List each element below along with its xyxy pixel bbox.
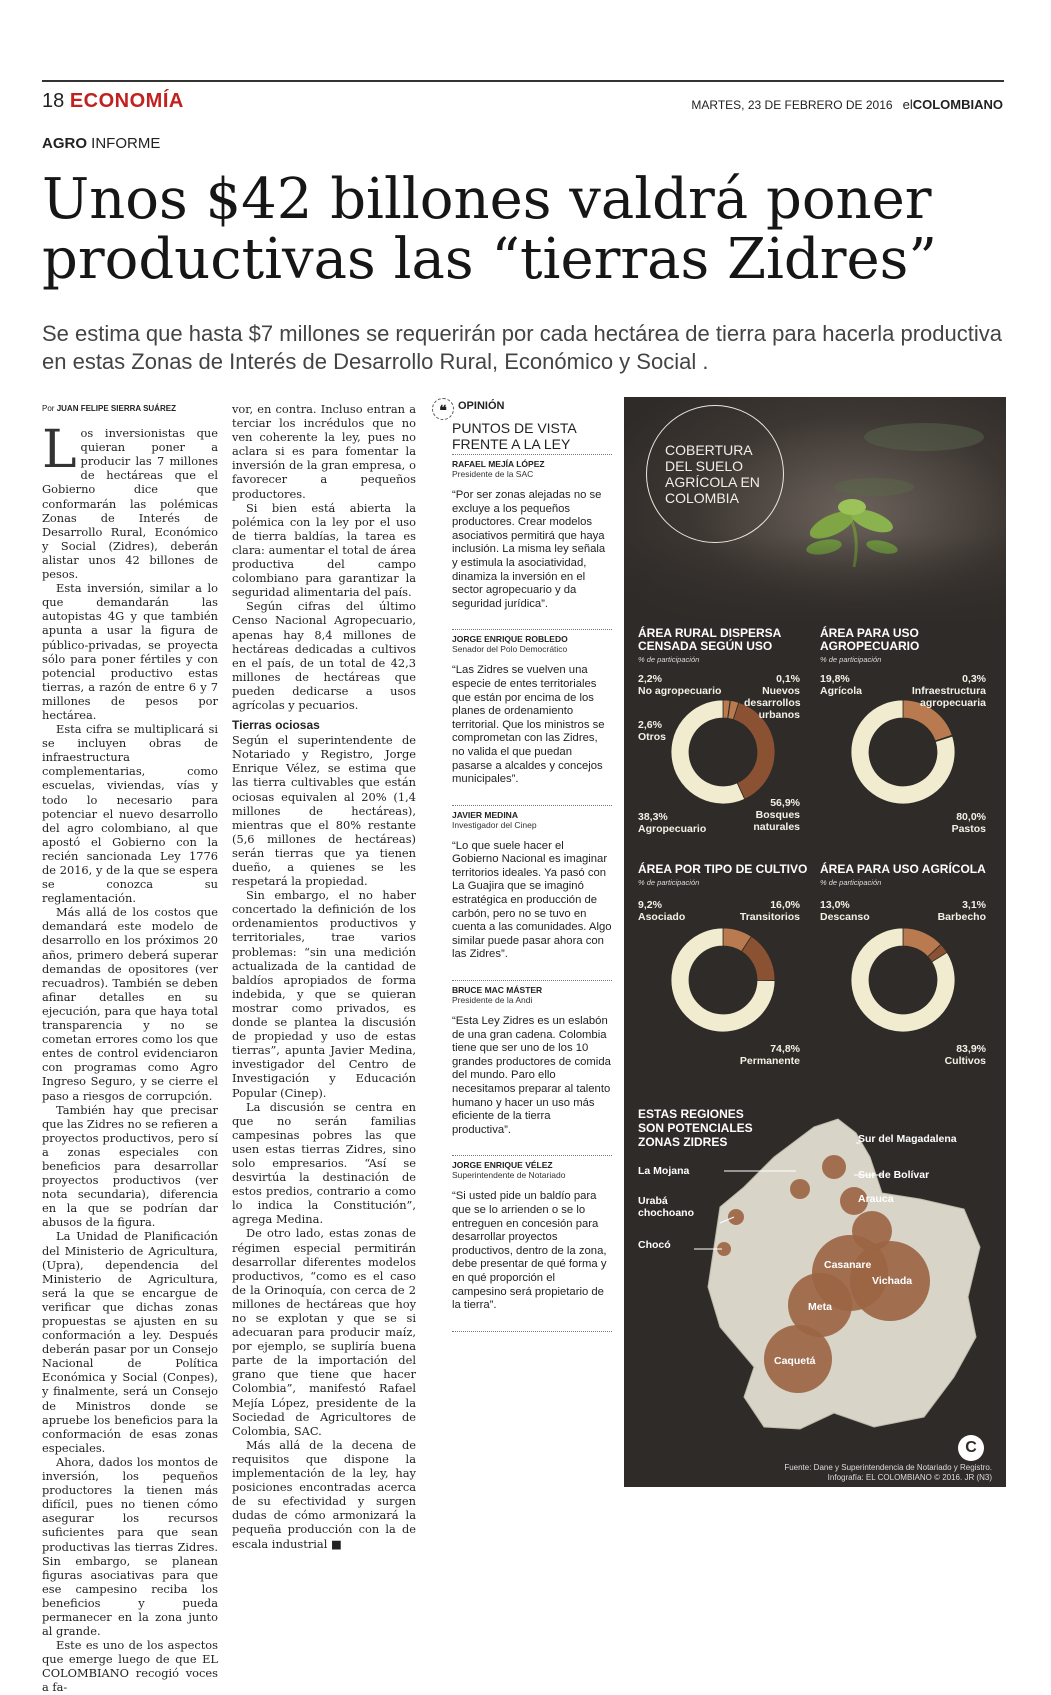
opinion-author: JAVIER MEDINA [452,809,518,820]
article-paragraph: Esta inversión, similar a lo que demandarán las autopistas 4G y que también apunta a usar la figura de público-privadas, se proyecta sólo para poner fértiles y con potencial productivo estas tierras, a razón de entre 6 y 7 millones de pesos por hectárea. [42,581,218,722]
subheadline: Se estima que hasta $7 millones se requerirán por cada hectárea de tierra para hacerla productiva en estas Zonas de Interés de Desarrollo Rural, Económico y Social . [42,321,1002,374]
byline: Por JUAN FELIPE SIERRA SUÁREZ [42,404,176,413]
chart-1-label-no-agropecuario: 2,2% No agropecuario [638,673,722,697]
article-paragraph: Sin embargo, el no haber concertado la definición de los ordenamientos productivos y territoriales, trae varios problemas: “sin una medición actualizada de la cantidad de baldíos apropiados de forma indebida, y que se quieran mostrar como privados, es donde se plantea la discusión de propiedad y uso de estas tierras”, apunta Javier Medina, investigador del Centro de Investigación y Educación Popular (Cinep). [232,888,416,1100]
opinion-quote: “Las Zidres se vuelven una especie de entes territoriales que están por encima de los planes de ordenamiento territorial. Que los ministros se comprometan con las Zidres, no valida el que puedan pasarse a alcaldes y concejos municipales”. [452,664,612,805]
region-choco: Chocó [638,1239,671,1251]
chart-4-label-cultivos: 83,9% Cultivos [944,1043,986,1067]
chart-2-label-pastos: 80,0% Pastos [951,811,986,835]
page-number: 18 [42,90,65,112]
donut-chart-2 [848,697,958,807]
article-paragraph: Más allá de los costos que demandará este modelo de desarrollo en los próximos 20 años, primero deberá superar demandas de opositores (ver recuadros). También se deben afinar detalles en su ejecución, para que haya total transparencia y no se cometan errores como los que entes de control evidenciaron con programas como Agro Ingreso Seguro, y se cierre el paso a riesgos de corrupción. [42,905,218,1103]
region-sur-bolivar: Sur de Bolívar [858,1169,930,1181]
chart-3-label-transitorios: 16,0% Transitorios [739,899,800,923]
opinion-item [452,985,612,1156]
column-1-body [42,420,218,1695]
opinion-quote: “Por ser zonas alejadas no se excluye a los pequeños productores. Crear modelos asociativos permitirá que haya inclusión. La misma ley señala y estimula la asociatividad, dinamiza la inversión en el sector agropecuario y da seguridad jurídica”. [452,489,612,630]
quote-icon: ❝ [432,398,454,420]
opinion-author: BRUCE MAC MÁSTER [452,985,543,996]
regions-title: ESTAS REGIONES SON POTENCIALES ZONAS ZIDRES [638,1107,753,1149]
article-paragraph: vor, en contra. Incluso entran a terciar los incrédulos que no ven coherente la ley, pues no aclara si es para fomentar la inversión de la gran empresa, o favorecer a pequeños productores. [232,402,416,501]
chart-3-title: ÁREA POR TIPO DE CULTIVO [638,862,808,876]
chart-3-label-asociado: 9,2% Asociado [638,899,686,923]
opinion-sidebar [432,400,612,1332]
opinion-item [452,810,612,981]
opinion-author: JORGE ENRIQUE VÉLEZ [452,1160,553,1171]
chart-1-title: ÁREA RURAL DISPERSA CENSADA SEGÚN USO [638,626,781,653]
chart-4-label-descanso: 13,0% Descanso [820,899,870,923]
article-paragraph: Este es uno de los aspectos que emerge luego de que EL COLOMBIANO recogió voces a fa- [42,1638,218,1695]
kicker [42,135,160,152]
region-sur-magdalena: Sur del Magadalena [858,1133,957,1145]
opinion-quote: “Esta Ley Zidres es un eslabón de una gran cadena. Colombia tiene que ser uno de los 10 grandes productores de comida del mundo. Paro ello necesitamos preparar al talento humano y hacer un uso más eficiente de la tierra productiva”. [452,1015,612,1156]
opinion-item [452,634,612,805]
cover-title-circle [646,405,784,543]
region-caqueta: Caquetá [774,1355,816,1367]
region-uraba: Urabá chochoano [638,1195,695,1219]
chart-2-label-infraestructura: 0,3% Infraestructura agropecuaria [911,673,986,709]
chart-1-label-bosques: 56,9% Bosques naturales [753,797,800,833]
section-name[interactable]: ECONOMÍA [69,90,184,112]
article-paragraph: Según el superintendente de Notariado y Registro, Jorge Enrique Vélez, se estima que las tierra cultivables que están ociosas equivalen al 20% (1,4 millones de hectáreas), mientras que el 80% restante (5,6 millones de hectáreas) serán tierras que ya tienen dueño, a quienes se les respetará la propiedad. [232,733,416,889]
column-2-body-b [232,733,416,1550]
cover-title: COBERTURA DEL SUELO AGRÍCOLA EN COLOMBIA [665,442,760,506]
article-paragraph: Ahora, dados los montos de inversión, los pequeños productores la tienen más difícil, pues no tienen cómo asegurar los recursos suficientes para que sean productivas las tierras Zidres. Sin embargo, se planean figuras asociativas para que ese campesino reciba los beneficios y pueda permanecer en la zona junto al grande. [42,1454,218,1639]
article-paragraph: La Unidad de Planificación del Ministerio de Agricultura, (Upra), dependencia del Ministerio de Agricultura, será la que se encargue de verificar que dichas zonas propuestas se ajusten en su conformación a ley. Después deberán pasar por un Consejo Nacional de Política Económica y Social (Conpes), y finalmente, será un Consejo de Ministros donde se apruebe los beneficios para la conformación de esas zonas especiales. [42,1229,218,1455]
region-casanare: Casanare [824,1259,872,1271]
region-arauca: Arauca [858,1193,894,1205]
opinion-author: RAFAEL MEJÍA LÓPEZ [452,459,545,469]
brand-logo: elCOLOMBIANO [902,97,1003,112]
opinion-title: PUNTOS DE VISTA FRENTE A LA LEY [452,420,612,455]
dateline [691,97,1003,112]
chart-2-subtitle: % de participación [820,655,882,664]
issue-date: MARTES, 23 DE FEBRERO DE 2016 [691,98,893,112]
author-name: JUAN FELIPE SIERRA SUÁREZ [56,404,176,413]
region-la-mojana: La Mojana [638,1165,690,1177]
article-paragraph: Esta cifra se multiplicará si se incluyen obras de infraestructura complementarias, como escuelas, viviendas, vías y todo lo necesario para potenciar el nuevo desarrollo del agro colombiano, al que apostó el Gobierno con la recién sancionada Ley 1776 de 2016, y de la que se espera se conozca su reglamentación. [42,722,218,906]
opinion-role: Presidente de la Andi [452,995,533,1006]
kicker-bold: AGRO [42,135,87,152]
chart-3-subtitle: % de participación [638,878,700,887]
chart-4-subtitle: % de participación [820,878,882,887]
region-meta: Meta [808,1301,832,1313]
article-column-1 [42,402,218,1695]
chart-3-label-permanente: 74,8% Permanente [739,1043,800,1067]
chart-2-title: ÁREA PARA USO AGROPECUARIO [820,626,920,653]
chart-4-label-barbecho: 3,1% Barbecho [937,899,986,923]
opinion-role: Investigador del Cinep [452,819,537,830]
article-paragraph: Más allá de la decena de requisitos que dispone la implementación de la ley, hay posiciones encontradas acerca de su efectividad y surgen dudas de cómo armonizará la pequeña producción con la de escala industrial ■ [232,1437,416,1551]
article-subtitle: Tierras ociosas [232,718,320,733]
section-header [42,90,184,113]
chart-1-label-agropecuario: 38,3% Agropecuario [638,811,707,835]
region-vichada: Vichada [872,1275,913,1287]
publication-logo-icon: C [958,1435,984,1461]
dropcap: L [42,420,77,481]
donut-chart-4 [848,925,958,1035]
chart-1-label-nuevos: 0,1% Nuevos desarrollos urbanos [744,673,801,721]
top-rule [42,80,1004,82]
opinion-list [432,459,612,1332]
opinion-role: Presidente de la SAC [452,469,534,479]
opinion-item [452,459,612,630]
article-paragraph: os inversionistas que quieran poner a producir las 7 millones de hectáreas que el Gobierno dice que conformarán las polémicas Zonas de Interés de Desarrollo Rural, Económico y Social (Zidres), deberán alistar unos 42 billones de pesos. [42,426,218,582]
opinion-role: Superintendente de Notariado [452,1170,566,1181]
opinion-quote: “Si usted pide un baldío para que se lo arrienden o se lo entreguen en concesión para desarrollar proyectos productivos, dentro de la zona, debe presentar de qué forma y en qué proporción el campesino será propietario de la tierra”. [452,1190,612,1331]
chart-2-label-agricola: 19,8% Agrícola [820,673,863,697]
opinion-author: JORGE ENRIQUE ROBLEDO [452,634,568,645]
opinion-item [452,1160,612,1331]
colombia-map [624,1097,1006,1437]
kicker-rest: INFORME [91,135,161,152]
headline: Unos $42 billones valdrá poner productivas las “tierras Zidres” [42,167,938,292]
chart-1-label-otros: 2,6% Otros [638,719,667,743]
opinion-tag: OPINIÓN [458,400,505,412]
column-2-body-a [232,402,416,712]
article-paragraph: De otro lado, estas zonas de régimen especial permitirán desarrollar diferentes modelos productivos, “como es el caso de la Orinoquía, con cerca de 2 millones de hectáreas que hoy no se explotan y que se si adecuaran para producir maíz, por ejemplo, se supliría buena parte de la importación del grano que tiene que hacer Colombia”, manifestó Rafael Mejía López, presidente de la Sociedad de Agricultores de Colombia, SAC. [232,1226,416,1438]
chart-4-title: ÁREA PARA USO AGRÍCOLA [820,862,986,876]
article-paragraph: La discusión se centra en que no serán familias campesinas pobres las que usen estas tierras Zidres, sino solo empresarios. “Así se desvirtúa la destinación de estos predios, contrario a como lo indica la Constitución”, agrega Medina. [232,1099,416,1227]
opinion-role: Senador del Polo Democrático [452,644,568,655]
article-paragraph: Según cifras del último Censo Nacional Agropecuario, apenas hay 8,4 millones de hectáreas dedicadas a cultivos en el país, de un total de 42,3 millones de hectáreas que pueden dedicarse a usos agrícolas y pecuarios. [232,599,416,712]
article-paragraph: Si bien está abierta la polémica con la ley por el uso de tierra baldías, la tarea es clara: aumentar el total de área productiva del campo colombiano para garantizar la seguridad alimentaria del país. [232,500,416,600]
opinion-quote: “Lo que suele hacer el Gobierno Nacional es imaginar territorios ideales. Ya pasó con La Guajira que se imaginó estratégica en producción de carbón, pero no se tuvo en cuenta a las comunidades. Algo similar puede pasar ahora con las Zidres”. [452,840,612,981]
article-paragraph: También hay que precisar que las Zidres no se refieren a proyectos productivos, pero sí a zonas especiales con beneficios para desarrollar proyectos productivos (ver nota secundaria), diferencia en la que se podrían dar abusos de la figura. [42,1102,218,1230]
infographic-source: Fuente: Dane y Superintendencia de Notariado y Registro. Infografía: EL COLOMBIANO © 2016. JR (N3) [784,1463,992,1482]
infographic [624,397,1006,1487]
donut-chart-3 [668,925,778,1035]
chart-1-subtitle: % de participación [638,655,700,664]
article-column-2 [232,402,416,1551]
